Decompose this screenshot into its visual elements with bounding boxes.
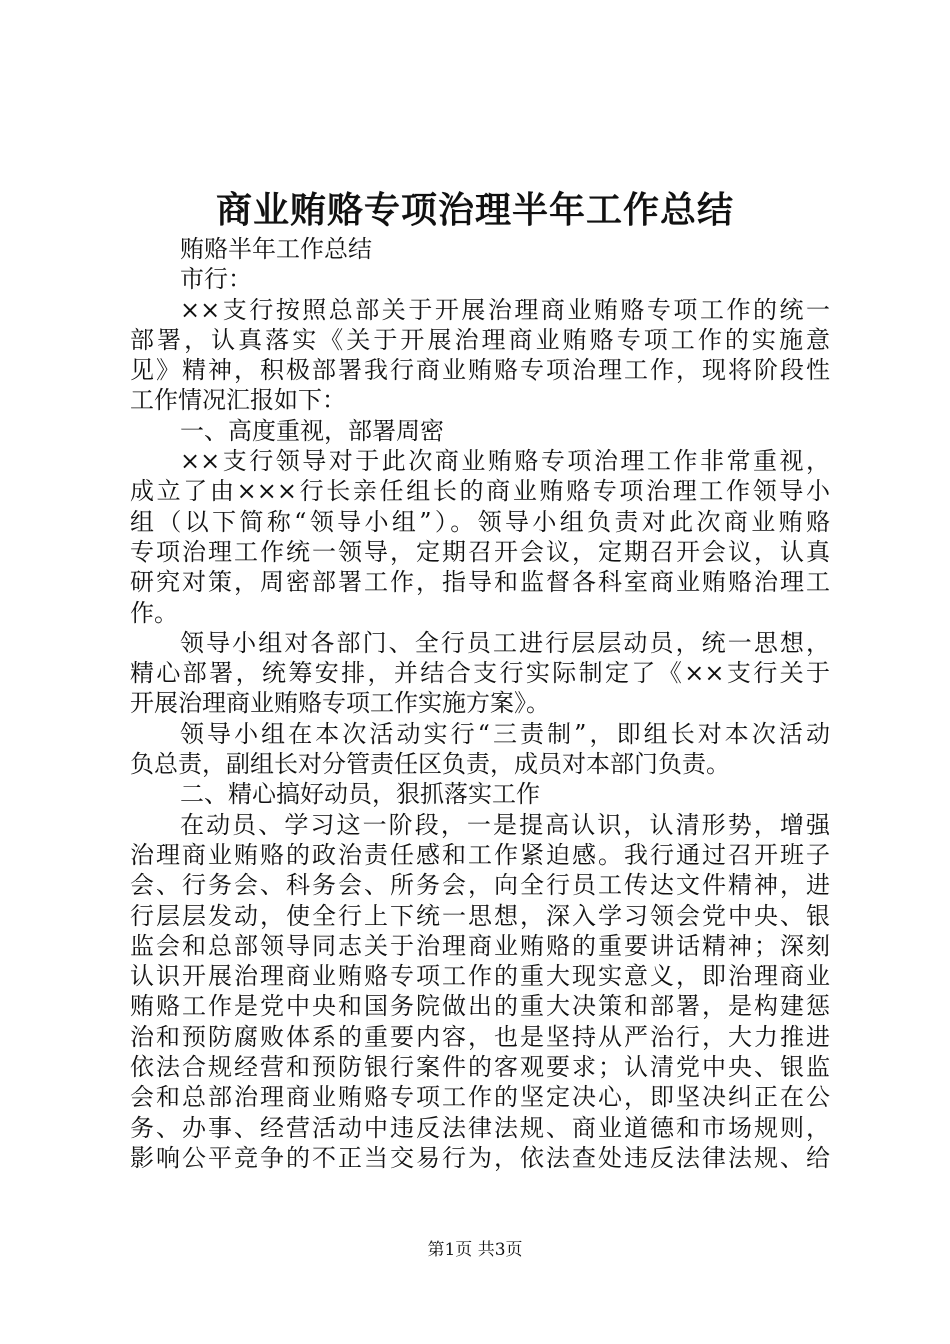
body-line: 负总责，副组长对分管责任区负责，成员对本部门负责。 [130,750,730,779]
body-line: 市行： [180,265,252,294]
body-line: 工作情况汇报如下： [130,386,346,415]
body-line: 行层层发动，使全行上下统一思想，深入学习领会党中央、银 [130,901,830,930]
body-line: 影响公平竞争的不正当交易行为，依法查处违反法律法规、给 [130,1143,830,1172]
section-heading: 二、精心搞好动员，狠抓落实工作 [180,780,540,809]
body-line: 治和预防腐败体系的重要内容，也是坚持从严治行，大力推进 [130,1022,830,1051]
body-line: 作。 [130,598,178,627]
body-line: 务、办事、经营活动中违反法律法规、商业道德和市场规则， [130,1113,830,1142]
body-line: 贿赂工作是党中央和国务院做出的重大决策和部署，是构建惩 [130,992,830,1021]
body-line: 领导小组对各部门、全行员工进行层层动员，统一思想， [180,628,830,657]
body-line: 研究对策，周密部署工作，指导和监督各科室商业贿赂治理工 [130,568,830,597]
body-line: 监会和总部领导同志关于治理商业贿赂的重要讲话精神；深刻 [130,931,830,960]
body-line: 贿赂半年工作总结 [180,235,372,263]
body-line: 部署，认真落实《关于开展治理商业贿赂专项工作的实施意 [130,325,830,354]
body-line: ××支行按照总部关于开展治理商业贿赂专项工作的统一 [180,295,830,324]
body-line: 精心部署，统筹安排，并结合支行实际制定了《××支行关于 [130,659,830,688]
body-line: 专项治理工作统一领导，定期召开会议，定期召开会议，认真 [130,537,830,566]
body-line: 治理商业贿赂的政治责任感和工作紧迫感。我行通过召开班子 [130,840,830,869]
body-line: 在动员、学习这一阶段，一是提高认识，认清形势，增强 [180,810,830,839]
body-line: 组（以下简称“领导小组”）。领导小组负责对此次商业贿赂 [130,507,830,536]
body-line: 认识开展治理商业贿赂专项工作的重大现实意义，即治理商业 [130,962,830,991]
body-line: 见》精神，积极部署我行商业贿赂专项治理工作，现将阶段性 [130,356,830,385]
page-number: 第1页 共3页 [427,1240,523,1260]
document-title: 商业贿赂专项治理半年工作总结 [215,189,734,231]
body-line: 成立了由×××行长亲任组长的商业贿赂专项治理工作领导小 [130,477,830,506]
section-heading: 一、高度重视，部署周密 [180,416,444,445]
document-body [130,234,830,1173]
body-line: 开展治理商业贿赂专项工作实施方案》。 [130,689,550,718]
body-line: ××支行领导对于此次商业贿赂专项治理工作非常重视， [180,447,830,476]
body-line: 会、行务会、科务会、所务会，向全行员工传达文件精神，进 [130,871,830,900]
body-line: 领导小组在本次活动实行“三责制”，即组长对本次活动 [180,719,830,748]
body-line: 会和总部治理商业贿赂专项工作的坚定决心，即坚决纠正在公 [130,1083,830,1112]
body-line: 依法合规经营和预防银行案件的客观要求；认清党中央、银监 [130,1053,830,1082]
